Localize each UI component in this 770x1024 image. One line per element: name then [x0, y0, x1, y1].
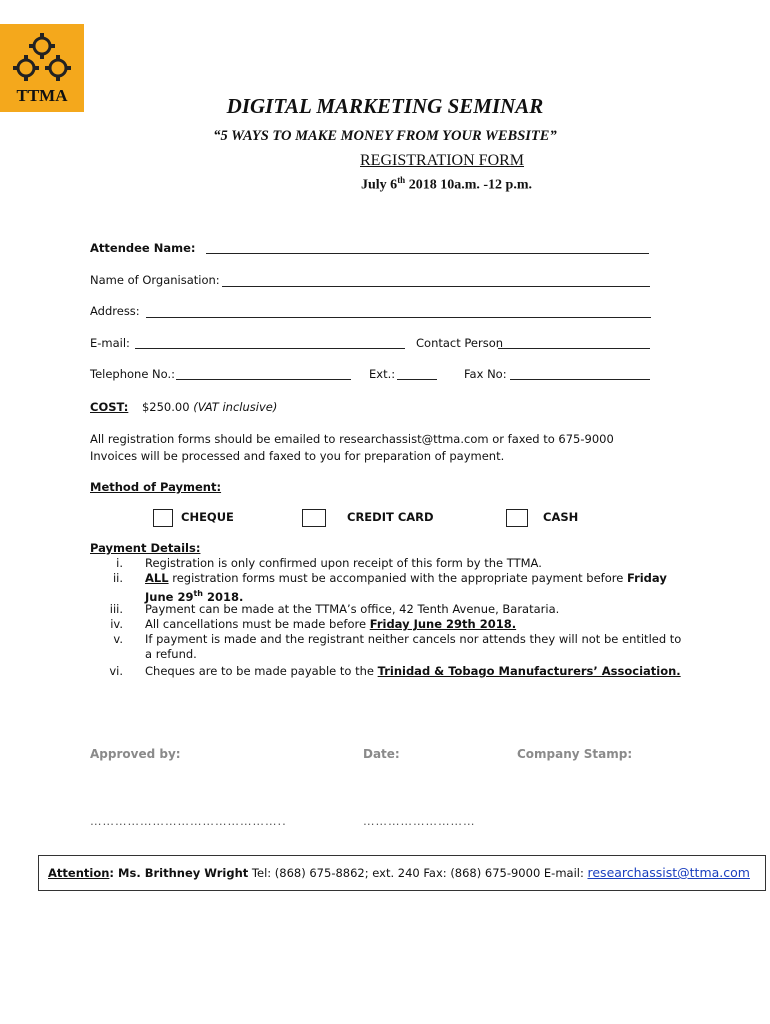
item-text: [145, 571, 685, 605]
payment-detail-item: [90, 602, 690, 617]
attention-line: Attention: Ms. Brithney Wright Tel: (868) 675-8862; ext. 240 Fax: (868) 675-9000 E-mail: researchassist@ttma.com: [48, 865, 750, 880]
item-body: All cancellations must be made before: [145, 617, 370, 631]
approved-by-signature-line[interactable]: ………………………………………..: [90, 814, 287, 828]
payment-detail-item: [90, 632, 690, 662]
payment-detail-item: [90, 617, 690, 632]
payment-detail-item: [90, 556, 690, 571]
item-bold: Friday June 29th 2018.: [369, 617, 517, 631]
cheque-label: CHEQUE: [181, 510, 234, 524]
approved-by-label: Approved by:: [90, 747, 181, 761]
payment-detail-item: [90, 664, 690, 679]
attention-box: [38, 855, 766, 891]
attention-name: Ms. Brithney Wright: [118, 866, 249, 880]
fax-input[interactable]: [510, 379, 650, 380]
item-number: i.: [116, 556, 123, 570]
attendee-name-input[interactable]: [206, 253, 649, 254]
logo-text: TTMA: [16, 86, 68, 105]
item-text: Payment can be made at the TTMA’s office, 42 Tenth Avenue, Barataria.: [145, 602, 560, 616]
address-input[interactable]: [146, 317, 651, 318]
form-name: REGISTRATION FORM: [360, 152, 525, 169]
payment-details-heading: Payment Details:: [90, 541, 201, 555]
attention-label: Attention: [48, 866, 110, 880]
item-text: [145, 664, 685, 679]
cost-line: [90, 400, 277, 414]
info-line-2: Invoices will be processed and faxed to you for preparation of payment.: [90, 449, 505, 463]
attention-email-link[interactable]: researchassist@ttma.com: [587, 865, 750, 880]
item-number: v.: [113, 632, 123, 646]
item-body: registration forms must be accompanied with the appropriate payment before: [168, 571, 627, 585]
address-label: Address:: [90, 304, 140, 318]
item-text: Registration is only confirmed upon receipt of this form by the TTMA.: [145, 556, 542, 570]
credit-card-checkbox[interactable]: [302, 509, 326, 527]
date-sup: th: [397, 175, 406, 185]
item-number: iii.: [109, 602, 123, 616]
credit-card-label: CREDIT CARD: [347, 510, 434, 524]
fax-label: Fax No:: [464, 367, 507, 381]
contact-person-input[interactable]: [498, 348, 650, 349]
payment-detail-item: [90, 571, 690, 605]
date-prefix: July 6: [361, 177, 398, 193]
email-label: E-mail:: [90, 336, 130, 350]
date-suffix: 2018 10a.m. -12 p.m.: [405, 177, 532, 193]
email-input[interactable]: [135, 348, 405, 349]
organisation-label: Name of Organisation:: [90, 273, 220, 287]
item-number: iv.: [110, 617, 123, 631]
item-bold-2: 2018.: [203, 589, 244, 604]
item-bold: Trinidad & Tobago Manufacturers’ Association.: [377, 664, 681, 678]
item-sup: th: [193, 589, 203, 598]
item-number: vi.: [109, 664, 123, 678]
cash-checkbox[interactable]: [506, 509, 528, 527]
ext-input[interactable]: [397, 379, 437, 380]
company-stamp-label: Company Stamp:: [517, 747, 633, 761]
ext-label: Ext.:: [369, 367, 396, 381]
cash-label: CASH: [543, 510, 579, 524]
cost-label: COST:: [90, 400, 129, 414]
item-body: Cheques are to be made payable to the: [145, 664, 378, 678]
attendee-name-label: Attendee Name:: [90, 241, 196, 255]
cost-note: (VAT inclusive): [193, 400, 278, 414]
date-label: Date:: [363, 747, 400, 761]
info-line-1: All registration forms should be emailed to researchassist@ttma.com or faxed to 675-9000: [90, 432, 614, 446]
item-text: If payment is made and the registrant neither cancels nor attends they will not be entitled to a refund.: [145, 632, 682, 661]
item-emphasis: ALL: [145, 571, 169, 585]
telephone-input[interactable]: [176, 379, 351, 380]
seminar-subtitle: “5 WAYS TO MAKE MONEY FROM YOUR WEBSITE”: [213, 128, 557, 144]
seminar-date: [361, 175, 532, 194]
contact-person-label: Contact Person: [416, 336, 504, 350]
cheque-checkbox[interactable]: [153, 509, 173, 527]
item-bold: Friday June 29: [145, 571, 667, 604]
attention-details: Tel: (868) 675-8862; ext. 240 Fax: (868) 675-9000 E-mail:: [248, 866, 588, 880]
item-number: ii.: [112, 571, 123, 585]
seminar-title: DIGITAL MARKETING SEMINAR: [226, 94, 544, 118]
date-signature-line[interactable]: ………………………: [363, 814, 476, 828]
telephone-label: Telephone No.:: [90, 367, 176, 381]
organisation-input[interactable]: [222, 286, 650, 287]
item-text: [145, 617, 685, 632]
payment-method-heading: Method of Payment:: [90, 480, 222, 494]
cost-amount: $250.00: [141, 400, 190, 414]
